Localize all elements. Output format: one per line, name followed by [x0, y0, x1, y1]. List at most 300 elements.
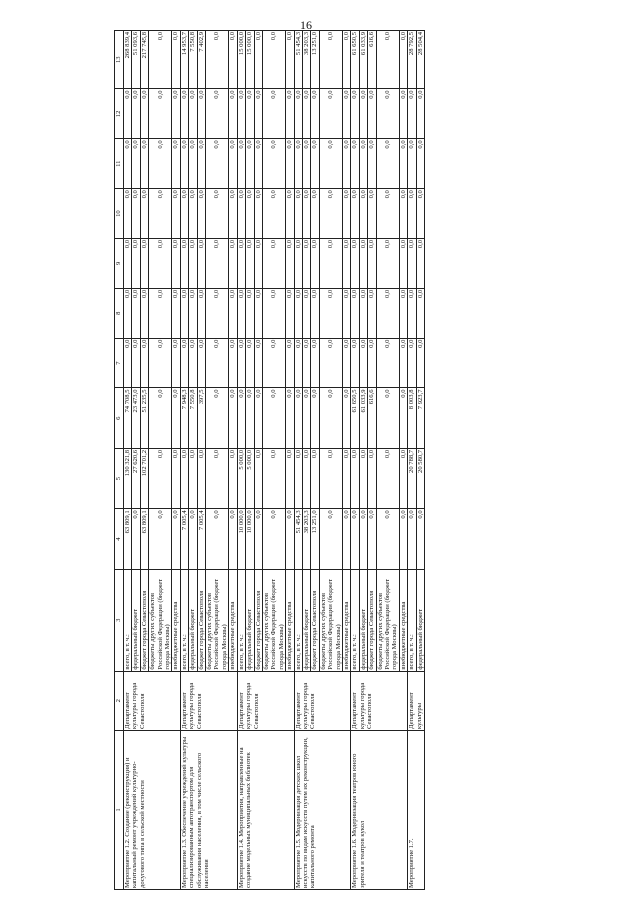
value-cell: 20 788,7: [408, 448, 416, 508]
value-cell: 0,0: [140, 139, 148, 189]
value-cell: 0,0: [124, 139, 132, 189]
value-cell: 51 093,6: [132, 31, 140, 89]
value-cell: 0,0: [319, 509, 342, 569]
funding-source-cell: всего, в т. ч.:: [124, 569, 132, 671]
value-cell: 0,0: [180, 448, 188, 508]
column-header-7: 7: [115, 338, 124, 388]
funding-source-cell: бюджеты других субъектов Российской Федерации (бюджет города Москвы): [262, 569, 285, 671]
value-cell: 0,0: [294, 139, 302, 189]
value-cell: 0,0: [246, 338, 254, 388]
value-cell: 0,0: [172, 189, 180, 239]
value-cell: 0,0: [294, 238, 302, 288]
value-cell: 0,0: [197, 338, 205, 388]
value-cell: 0,0: [132, 338, 140, 388]
value-cell: 0,0: [286, 189, 294, 239]
value-cell: 0,0: [286, 509, 294, 569]
value-cell: 0,0: [124, 338, 132, 388]
value-cell: 0,0: [254, 139, 262, 189]
value-cell: 5 000,0: [237, 448, 245, 508]
value-cell: 0,0: [246, 189, 254, 239]
value-cell: 0,0: [319, 288, 342, 338]
column-header-8: 8: [115, 288, 124, 338]
value-cell: 0,0: [149, 31, 172, 89]
value-cell: 0,0: [302, 238, 310, 288]
value-cell: 397,5: [197, 388, 205, 448]
value-cell: 0,0: [197, 288, 205, 338]
measure-name-cell: Мероприятие 1.7.: [408, 730, 425, 889]
value-cell: 0,0: [229, 448, 237, 508]
value-cell: 0,0: [140, 338, 148, 388]
funding-source-cell: федеральный бюджет: [246, 569, 254, 671]
value-cell: 0,0: [149, 388, 172, 448]
table-row: [124, 31, 132, 890]
value-cell: 0,0: [172, 338, 180, 388]
value-cell: 10 000,0: [246, 509, 254, 569]
value-cell: 20 580,7: [416, 448, 424, 508]
value-cell: 0,0: [180, 338, 188, 388]
funding-source-cell: внебюджетные средства: [399, 569, 407, 671]
value-cell: 0,0: [124, 189, 132, 239]
value-cell: 0,0: [246, 388, 254, 448]
value-cell: 7 550,8: [189, 31, 197, 89]
table-row: [180, 31, 188, 890]
table-row: [237, 31, 245, 890]
executor-cell: Департамент культуры города Севастополя: [351, 671, 408, 730]
value-cell: 0,0: [237, 338, 245, 388]
funding-source-cell: бюджет города Севастополя: [311, 569, 319, 671]
funding-source-cell: федеральный бюджет: [302, 569, 310, 671]
value-cell: 0,0: [294, 288, 302, 338]
value-cell: 0,0: [294, 448, 302, 508]
value-cell: 28 792,5: [408, 31, 416, 89]
value-cell: 7 923,7: [416, 388, 424, 448]
value-cell: 0,0: [359, 89, 367, 139]
value-cell: 0,0: [416, 288, 424, 338]
value-cell: 0,0: [319, 388, 342, 448]
value-cell: 0,0: [149, 338, 172, 388]
value-cell: 0,0: [262, 238, 285, 288]
value-cell: 0,0: [132, 139, 140, 189]
value-cell: 0,0: [376, 388, 399, 448]
value-cell: 0,0: [351, 139, 359, 189]
value-cell: 0,0: [311, 139, 319, 189]
executor-cell: Департамент культуры города Севастополя: [124, 671, 181, 730]
value-cell: 616,6: [368, 388, 376, 448]
column-header-4: 4: [115, 509, 124, 569]
value-cell: 130 321,8: [124, 448, 132, 508]
value-cell: 0,0: [351, 338, 359, 388]
funding-source-cell: бюджеты других субъектов Российской Федерации (бюджет города Москвы): [149, 569, 172, 671]
value-cell: 51 235,5: [140, 388, 148, 448]
value-cell: 0,0: [229, 89, 237, 139]
value-cell: 0,0: [319, 139, 342, 189]
table-row: [351, 31, 359, 890]
measure-name-cell: Мероприятие 1.3. Обеспечение учреждений культуры специализированным автотранспортом для обслуживания населения, в том числе сельского населения: [180, 730, 237, 889]
measure-name-cell: Мероприятие 1.2. Создание (реконструкция) и капитальный ремонт учреждений культурно-досугового типа в сельской местности: [124, 730, 181, 889]
value-cell: 0,0: [342, 31, 350, 89]
value-cell: 0,0: [311, 238, 319, 288]
value-cell: 0,0: [246, 89, 254, 139]
value-cell: 0,0: [197, 139, 205, 189]
value-cell: 0,0: [149, 238, 172, 288]
value-cell: 0,0: [311, 338, 319, 388]
value-cell: 0,0: [149, 448, 172, 508]
value-cell: 7 402,9: [197, 31, 205, 89]
value-cell: 0,0: [149, 139, 172, 189]
value-cell: 0,0: [262, 89, 285, 139]
value-cell: 0,0: [286, 448, 294, 508]
value-cell: 0,0: [319, 189, 342, 239]
value-cell: 0,0: [416, 89, 424, 139]
funding-source-cell: бюджеты других субъектов Российской Федерации (бюджет города Москвы): [206, 569, 229, 671]
value-cell: 0,0: [197, 238, 205, 288]
value-cell: 0,0: [197, 189, 205, 239]
value-cell: 0,0: [254, 448, 262, 508]
value-cell: 0,0: [359, 189, 367, 239]
value-cell: 0,0: [319, 448, 342, 508]
value-cell: 0,0: [262, 288, 285, 338]
column-header-11: 11: [115, 139, 124, 189]
value-cell: 0,0: [368, 338, 376, 388]
funding-source-cell: бюджет города Севастополя: [254, 569, 262, 671]
value-cell: 0,0: [319, 89, 342, 139]
value-cell: 0,0: [359, 448, 367, 508]
value-cell: 0,0: [262, 31, 285, 89]
value-cell: 0,0: [132, 189, 140, 239]
value-cell: 0,0: [351, 288, 359, 338]
measure-name-cell: Мероприятие 1.6. Модернизация театров юного зрителя и театров кукол: [351, 730, 408, 889]
value-cell: 0,0: [311, 388, 319, 448]
table-body: [124, 31, 425, 890]
value-cell: 0,0: [302, 288, 310, 338]
value-cell: 0,0: [342, 338, 350, 388]
value-cell: 102 701,2: [140, 448, 148, 508]
value-cell: 15 000,0: [237, 31, 245, 89]
value-cell: 74 708,5: [124, 388, 132, 448]
value-cell: 0,0: [172, 139, 180, 189]
funding-table: [114, 30, 425, 890]
value-cell: 0,0: [229, 388, 237, 448]
value-cell: 0,0: [172, 31, 180, 89]
value-cell: 0,0: [172, 448, 180, 508]
value-cell: 0,0: [359, 509, 367, 569]
value-cell: 0,0: [286, 338, 294, 388]
value-cell: 0,0: [408, 139, 416, 189]
measure-name-cell: Мероприятие 1.4. Мероприятия, направленные на создание модельных муниципальных библиотек: [237, 730, 294, 889]
value-cell: 0,0: [399, 509, 407, 569]
value-cell: 0,0: [408, 509, 416, 569]
value-cell: 0,0: [351, 238, 359, 288]
value-cell: 0,0: [262, 388, 285, 448]
value-cell: 0,0: [311, 448, 319, 508]
funding-source-cell: внебюджетные средства: [342, 569, 350, 671]
value-cell: 0,0: [189, 509, 197, 569]
funding-source-cell: федеральный бюджет: [189, 569, 197, 671]
funding-source-cell: всего, в т. ч.:: [180, 569, 188, 671]
value-cell: 61 033,9: [359, 31, 367, 89]
value-cell: 0,0: [286, 31, 294, 89]
value-cell: 0,0: [172, 89, 180, 139]
value-cell: 0,0: [237, 139, 245, 189]
value-cell: 0,0: [376, 338, 399, 388]
value-cell: 0,0: [399, 448, 407, 508]
value-cell: 0,0: [416, 238, 424, 288]
table-row: [294, 31, 302, 890]
value-cell: 38 203,3: [302, 509, 310, 569]
funding-source-cell: федеральный бюджет: [132, 569, 140, 671]
value-cell: 0,0: [237, 388, 245, 448]
value-cell: 0,0: [189, 448, 197, 508]
value-cell: 0,0: [376, 448, 399, 508]
value-cell: 0,0: [132, 288, 140, 338]
value-cell: 0,0: [229, 509, 237, 569]
value-cell: 51 454,3: [294, 509, 302, 569]
value-cell: 0,0: [172, 388, 180, 448]
value-cell: 0,0: [286, 238, 294, 288]
funding-source-cell: всего, в т. ч.:: [408, 569, 416, 671]
value-cell: 0,0: [368, 139, 376, 189]
value-cell: 0,0: [206, 31, 229, 89]
value-cell: 0,0: [376, 238, 399, 288]
value-cell: 0,0: [416, 139, 424, 189]
value-cell: 0,0: [180, 238, 188, 288]
value-cell: 0,0: [189, 139, 197, 189]
value-cell: 0,0: [132, 238, 140, 288]
funding-source-cell: всего, в т. ч.:: [237, 569, 245, 671]
value-cell: 7 948,3: [180, 388, 188, 448]
column-header-9: 9: [115, 238, 124, 288]
value-cell: 0,0: [149, 288, 172, 338]
funding-source-cell: всего, в т. ч.:: [351, 569, 359, 671]
value-cell: 27 620,6: [132, 448, 140, 508]
value-cell: 0,0: [294, 89, 302, 139]
value-cell: 0,0: [262, 509, 285, 569]
executor-cell: Департамент культуры города Севастополя: [237, 671, 294, 730]
value-cell: 0,0: [368, 89, 376, 139]
value-cell: 0,0: [206, 139, 229, 189]
funding-source-cell: внебюджетные средства: [229, 569, 237, 671]
value-cell: 63 809,1: [124, 509, 132, 569]
value-cell: 0,0: [206, 288, 229, 338]
column-header-1: 1: [115, 730, 124, 889]
value-cell: 0,0: [180, 288, 188, 338]
column-header-3: 3: [115, 569, 124, 671]
value-cell: 0,0: [229, 31, 237, 89]
value-cell: 0,0: [399, 388, 407, 448]
value-cell: 0,0: [342, 189, 350, 239]
funding-source-cell: федеральный бюджет: [359, 569, 367, 671]
funding-source-cell: федеральный бюджет: [416, 569, 424, 671]
value-cell: 0,0: [319, 31, 342, 89]
value-cell: 0,0: [206, 448, 229, 508]
value-cell: 0,0: [149, 89, 172, 139]
value-cell: 0,0: [376, 139, 399, 189]
value-cell: 0,0: [262, 448, 285, 508]
value-cell: 0,0: [206, 189, 229, 239]
value-cell: 0,0: [319, 338, 342, 388]
value-cell: 0,0: [302, 89, 310, 139]
value-cell: 0,0: [286, 139, 294, 189]
value-cell: 0,0: [206, 89, 229, 139]
value-cell: 0,0: [246, 288, 254, 338]
value-cell: 0,0: [180, 89, 188, 139]
value-cell: 10 000,0: [237, 509, 245, 569]
value-cell: 0,0: [197, 448, 205, 508]
value-cell: 0,0: [294, 189, 302, 239]
value-cell: 38 203,3: [302, 31, 310, 89]
value-cell: 28 504,4: [416, 31, 424, 89]
column-number-row: [115, 31, 124, 890]
value-cell: 0,0: [416, 509, 424, 569]
value-cell: 0,0: [206, 238, 229, 288]
value-cell: 0,0: [368, 189, 376, 239]
value-cell: 217 745,8: [140, 31, 148, 89]
funding-source-cell: внебюджетные средства: [172, 569, 180, 671]
value-cell: 0,0: [399, 139, 407, 189]
value-cell: 0,0: [351, 189, 359, 239]
value-cell: 0,0: [254, 288, 262, 338]
executor-cell: Департамент культуры города Севастополя: [294, 671, 351, 730]
value-cell: 13 251,0: [311, 31, 319, 89]
value-cell: 0,0: [351, 509, 359, 569]
value-cell: 0,0: [408, 189, 416, 239]
rotated-page-content: [114, 30, 614, 890]
value-cell: 0,0: [189, 338, 197, 388]
value-cell: 0,0: [342, 388, 350, 448]
value-cell: 0,0: [311, 189, 319, 239]
value-cell: 0,0: [172, 509, 180, 569]
value-cell: 0,0: [376, 31, 399, 89]
value-cell: 0,0: [254, 89, 262, 139]
column-header-6: 6: [115, 388, 124, 448]
value-cell: 0,0: [408, 238, 416, 288]
value-cell: 7 005,4: [197, 509, 205, 569]
value-cell: 23 473,0: [132, 388, 140, 448]
column-header-10: 10: [115, 189, 124, 239]
page-number: 16: [300, 18, 312, 32]
value-cell: 0,0: [368, 448, 376, 508]
value-cell: 15 000,0: [246, 31, 254, 89]
value-cell: 268 839,4: [124, 31, 132, 89]
value-cell: 0,0: [140, 189, 148, 239]
value-cell: 0,0: [172, 288, 180, 338]
value-cell: 0,0: [408, 338, 416, 388]
value-cell: 0,0: [246, 238, 254, 288]
value-cell: 0,0: [254, 238, 262, 288]
executor-cell: Департамент культуры: [408, 671, 425, 730]
value-cell: 61 650,5: [351, 31, 359, 89]
value-cell: 0,0: [237, 288, 245, 338]
value-cell: 0,0: [237, 89, 245, 139]
value-cell: 0,0: [294, 388, 302, 448]
value-cell: 0,0: [132, 509, 140, 569]
funding-source-cell: внебюджетные средства: [286, 569, 294, 671]
value-cell: 7 005,4: [180, 509, 188, 569]
value-cell: 0,0: [399, 89, 407, 139]
funding-source-cell: бюджеты других субъектов Российской Федерации (бюджет города Москвы): [319, 569, 342, 671]
value-cell: 13 251,0: [311, 509, 319, 569]
value-cell: 0,0: [376, 189, 399, 239]
value-cell: 0,0: [206, 388, 229, 448]
value-cell: 0,0: [302, 338, 310, 388]
value-cell: 7 550,8: [189, 388, 197, 448]
value-cell: 61 650,5: [351, 388, 359, 448]
value-cell: 0,0: [342, 238, 350, 288]
value-cell: 0,0: [189, 189, 197, 239]
funding-source-cell: всего, в т. ч.:: [294, 569, 302, 671]
value-cell: 0,0: [399, 288, 407, 338]
value-cell: 63 809,1: [140, 509, 148, 569]
value-cell: 0,0: [376, 89, 399, 139]
value-cell: 0,0: [399, 189, 407, 239]
value-cell: 0,0: [399, 31, 407, 89]
value-cell: 0,0: [229, 189, 237, 239]
column-header-12: 12: [115, 89, 124, 139]
value-cell: 0,0: [416, 189, 424, 239]
value-cell: 0,0: [229, 139, 237, 189]
value-cell: 0,0: [254, 388, 262, 448]
value-cell: 616,6: [368, 31, 376, 89]
value-cell: 0,0: [408, 89, 416, 139]
value-cell: 0,0: [229, 238, 237, 288]
value-cell: 0,0: [262, 338, 285, 388]
value-cell: 0,0: [140, 89, 148, 139]
column-header-5: 5: [115, 448, 124, 508]
funding-source-cell: бюджеты других субъектов Российской Федерации (бюджет города Москвы): [376, 569, 399, 671]
value-cell: 0,0: [376, 509, 399, 569]
value-cell: 0,0: [140, 288, 148, 338]
value-cell: 0,0: [237, 238, 245, 288]
value-cell: 0,0: [149, 509, 172, 569]
value-cell: 0,0: [189, 288, 197, 338]
value-cell: 0,0: [319, 238, 342, 288]
value-cell: 0,0: [342, 139, 350, 189]
table-row: [408, 31, 416, 890]
value-cell: 0,0: [342, 448, 350, 508]
value-cell: 0,0: [286, 288, 294, 338]
value-cell: 8 003,8: [408, 388, 416, 448]
value-cell: 0,0: [262, 139, 285, 189]
value-cell: 0,0: [368, 509, 376, 569]
value-cell: 0,0: [376, 288, 399, 338]
value-cell: 51 454,3: [294, 31, 302, 89]
value-cell: 0,0: [246, 139, 254, 189]
value-cell: 0,0: [286, 388, 294, 448]
value-cell: 0,0: [140, 238, 148, 288]
value-cell: 0,0: [254, 31, 262, 89]
value-cell: 0,0: [342, 509, 350, 569]
value-cell: 0,0: [254, 509, 262, 569]
value-cell: 0,0: [124, 288, 132, 338]
value-cell: 14 953,7: [180, 31, 188, 89]
value-cell: 0,0: [359, 238, 367, 288]
value-cell: 0,0: [302, 448, 310, 508]
value-cell: 0,0: [172, 238, 180, 288]
column-header-13: 13: [115, 31, 124, 89]
value-cell: 0,0: [342, 89, 350, 139]
column-header-2: 2: [115, 671, 124, 730]
executor-cell: Департамент культуры города Севастополя: [180, 671, 237, 730]
value-cell: 0,0: [206, 338, 229, 388]
value-cell: 0,0: [294, 338, 302, 388]
value-cell: 0,0: [286, 89, 294, 139]
value-cell: 0,0: [237, 189, 245, 239]
value-cell: 0,0: [399, 338, 407, 388]
value-cell: 0,0: [124, 89, 132, 139]
value-cell: 0,0: [197, 89, 205, 139]
value-cell: 0,0: [229, 288, 237, 338]
value-cell: 0,0: [408, 288, 416, 338]
